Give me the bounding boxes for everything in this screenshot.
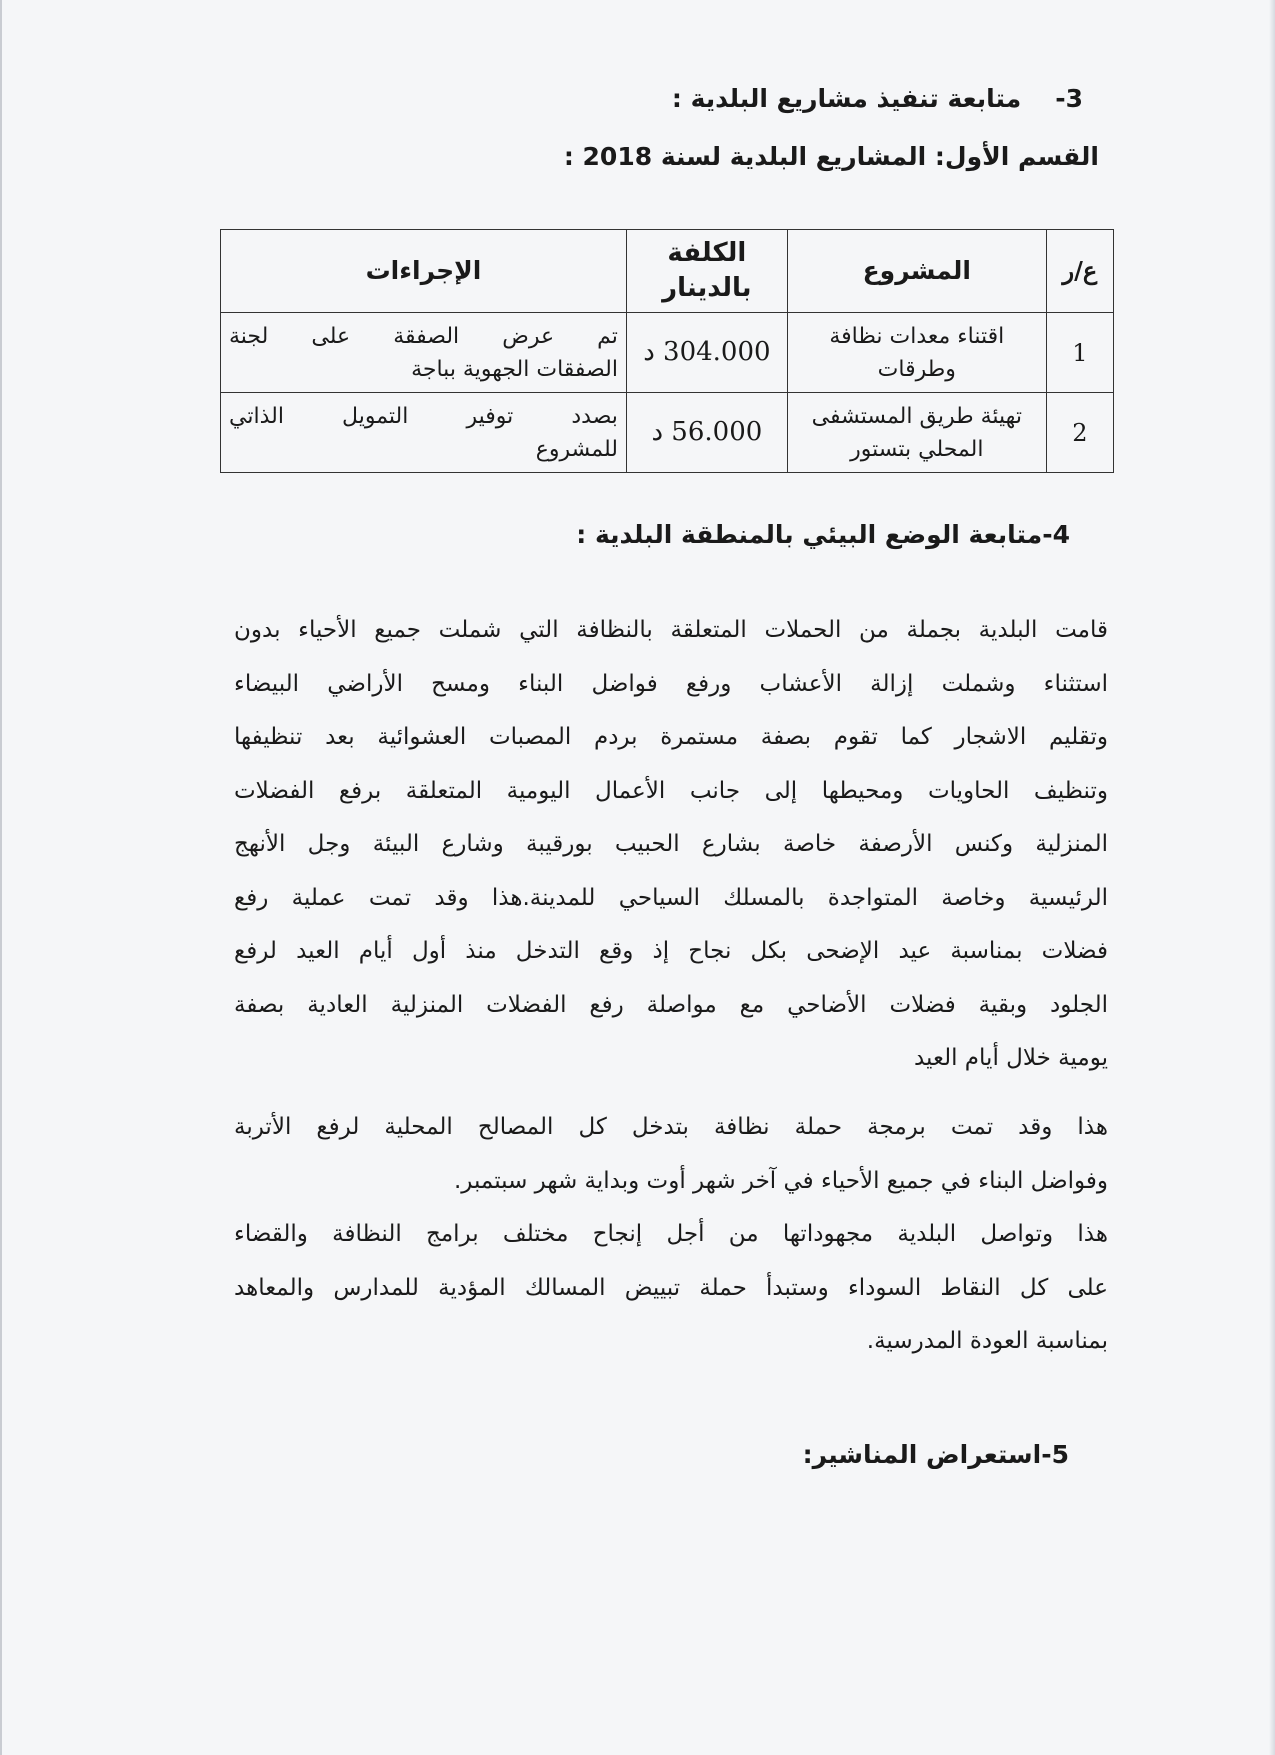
paragraph-line: يومية خلال أيام العيد xyxy=(913,1045,1108,1071)
row-actions-line1: بصدد توفير التمويل الذاتي xyxy=(229,403,618,429)
row-actions xyxy=(221,393,627,473)
paragraph-efforts xyxy=(234,1208,1108,1369)
row-project-line2: المحلي بتستور xyxy=(850,436,984,462)
table-row xyxy=(221,393,1114,473)
table-row xyxy=(221,313,1114,393)
row-num: 2 xyxy=(1046,393,1113,473)
row-project-line1: اقتناء معدات نظافة xyxy=(829,323,1005,349)
row-num: 1 xyxy=(1046,313,1113,393)
header-cost-line2: بالدينار xyxy=(662,273,752,303)
paragraph-line: وفواضل البناء في جميع الأحياء في آخر شهر أوت وبداية شهر سبتمبر. xyxy=(453,1167,1108,1194)
section-3-number: 3- xyxy=(1055,84,1083,113)
header-actions: الإجراءات xyxy=(221,230,627,313)
header-num: ع/ر xyxy=(1046,230,1113,313)
row-actions-line2: للمشروع xyxy=(535,436,618,462)
paragraph-line: بمناسبة العودة المدرسية. xyxy=(866,1328,1108,1354)
row-project xyxy=(787,393,1046,473)
paragraph-line: المنزلية وكنس الأرصفة خاصة بشارع الحبيب بورقيبة وشارع البيئة وجل الأنهج xyxy=(234,831,1108,857)
row-actions-line2: الصفقات الجهوية بباجة xyxy=(411,356,618,382)
part-1-title: القسم الأول: المشاريع البلدية لسنة 2018 : xyxy=(563,142,1099,171)
row-actions-line1: تم عرض الصفقة على لجنة xyxy=(229,323,618,349)
header-project: المشروع xyxy=(787,230,1046,313)
paragraph-line: قامت البلدية بجملة من الحملات المتعلقة بالنظافة التي شملت جميع الأحياء بدون xyxy=(234,617,1108,643)
paragraph-environment xyxy=(234,604,1108,1086)
table-header-row xyxy=(221,230,1114,313)
section-3-heading xyxy=(672,84,1083,113)
paragraph-line: الرئيسية وخاصة المتواجدة بالمسلك السياحي للمدينة.هذا وقد تمت عملية رفع xyxy=(234,884,1108,911)
row-cost: 56.000 د xyxy=(626,393,787,473)
row-project-line2: وطرقات xyxy=(877,356,956,382)
paragraph-line: وتقليم الاشجار كما تقوم بصفة مستمرة بردم المصبات العشوائية بعد تنظيفها xyxy=(234,724,1108,750)
row-cost: 304.000 د xyxy=(626,313,787,393)
paragraph-line: على كل النقاط السوداء وستبدأ حملة تبييض المسالك المؤدية للمدارس والمعاهد xyxy=(234,1274,1108,1301)
row-actions xyxy=(221,313,627,393)
page-edge xyxy=(1269,0,1275,1755)
paragraph-line: استثناء وشملت إزالة الأعشاب ورفع فواضل البناء ومسح الأراضي البيضاء xyxy=(234,670,1108,697)
projects-table xyxy=(220,229,1114,473)
header-cost xyxy=(626,230,787,313)
paragraph-line: هذا وقد تمت برمجة حملة نظافة بتدخل كل المصالح المحلية لرفع الأتربة xyxy=(234,1114,1108,1140)
paragraph-line: الجلود وبقية فضلات الأضاحي مع مواصلة رفع الفضلات المنزلية العادية بصفة xyxy=(234,991,1108,1018)
row-project xyxy=(787,313,1046,393)
section-3-title: متابعة تنفيذ مشاريع البلدية : xyxy=(671,84,1022,113)
paragraph-line: هذا وتواصل البلدية مجهوداتها من أجل إنجاح مختلف برامج النظافة والقضاء xyxy=(234,1221,1108,1247)
row-project-line1: تهيئة طريق المستشفى xyxy=(811,403,1022,429)
paragraph-line: وتنظيف الحاويات ومحيطها إلى جانب الأعمال اليومية المتعلقة برفع الفضلات xyxy=(234,777,1108,804)
paragraph-cleaning-campaign xyxy=(234,1101,1108,1208)
header-cost-line1: الكلفة xyxy=(667,237,747,268)
section-5-heading: 5-استعراض المناشير: xyxy=(802,1440,1069,1469)
section-4-heading: 4-متابعة الوضع البيئي بالمنطقة البلدية : xyxy=(576,520,1070,549)
paragraph-line: فضلات بمناسبة عيد الإضحى بكل نجاح إذ وقع التدخل منذ أول أيام العيد لرفع xyxy=(234,938,1108,964)
